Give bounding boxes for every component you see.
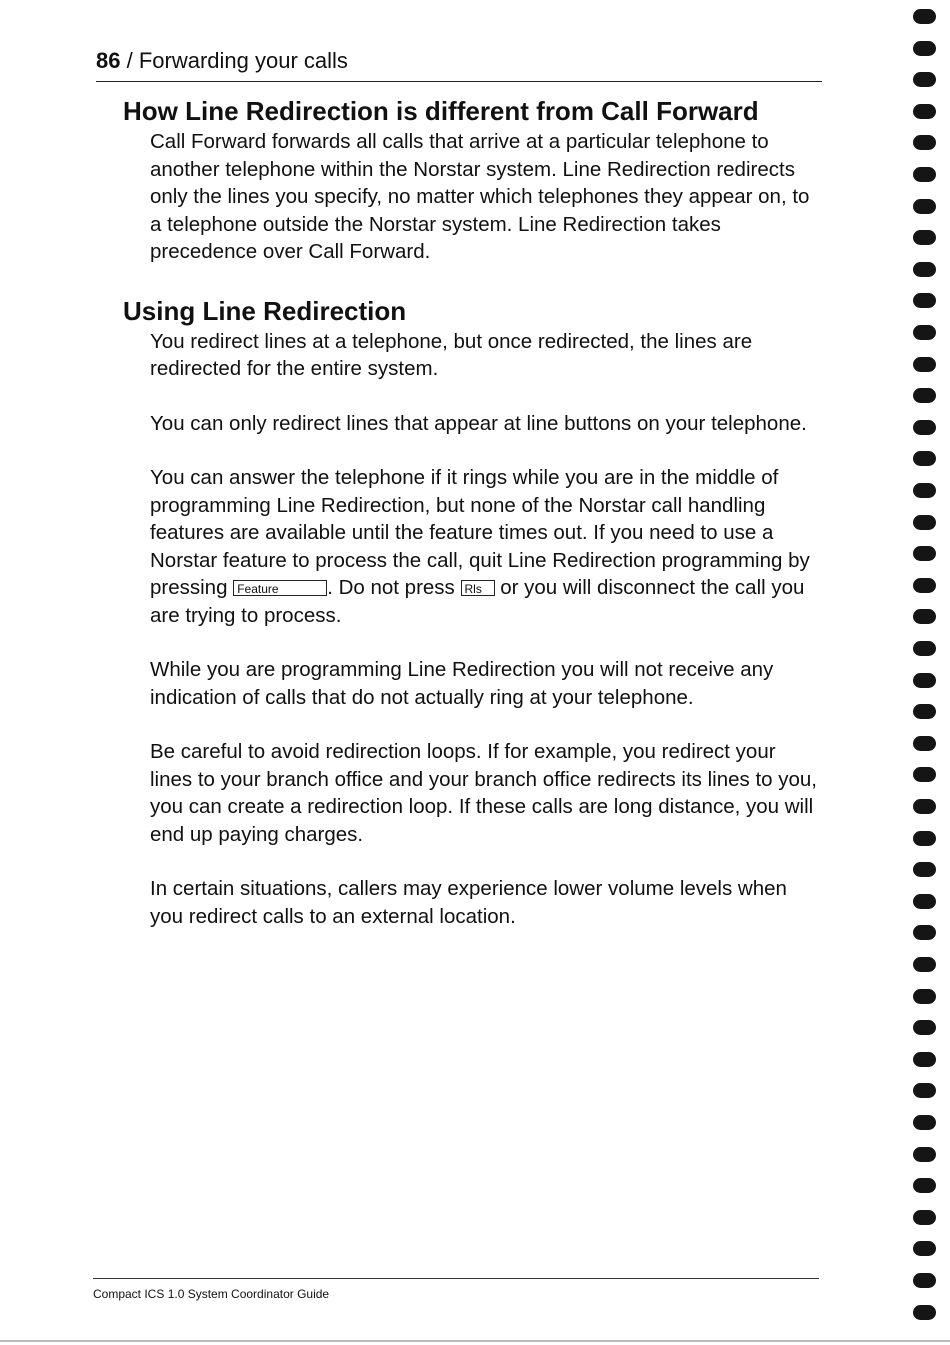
section-heading: How Line Redirection is different from Call Forward bbox=[123, 96, 759, 126]
page-footer: Compact ICS 1.0 System Coordinator Guide bbox=[93, 1287, 330, 1301]
binding-hole-icon bbox=[913, 1305, 936, 1320]
binding-hole-icon bbox=[913, 72, 936, 87]
section-body bbox=[150, 328, 823, 931]
binding-hole-icon bbox=[913, 736, 936, 751]
binding-hole-icon bbox=[913, 1083, 936, 1098]
section-using-line-redirection bbox=[123, 294, 823, 931]
binding-hole-icon bbox=[913, 578, 936, 593]
footer-rule bbox=[93, 1278, 819, 1279]
spiral-binding bbox=[910, 0, 940, 1345]
feature-key-icon: Feature bbox=[233, 580, 327, 596]
binding-hole-icon bbox=[913, 1273, 936, 1288]
binding-hole-icon bbox=[913, 357, 936, 372]
binding-hole-icon bbox=[913, 1241, 936, 1256]
binding-hole-icon bbox=[913, 957, 936, 972]
page-edge bbox=[0, 1340, 950, 1342]
binding-hole-icon bbox=[913, 167, 936, 182]
paragraph: You can only redirect lines that appear at line buttons on your telephone. bbox=[150, 411, 807, 435]
binding-hole-icon bbox=[913, 894, 936, 909]
binding-hole-icon bbox=[913, 1052, 936, 1067]
binding-hole-icon bbox=[913, 515, 936, 530]
binding-hole-icon bbox=[913, 641, 936, 656]
page-number: 86 bbox=[96, 48, 121, 73]
paragraph-text: . Do not press bbox=[327, 576, 461, 599]
paragraph: Be careful to avoid redirection loops. If for example, you redirect your lines to your branch office and your branch office redirects its lines to you, you can create a redirection loop. If these calls are long distance, you will end up paying charges. bbox=[150, 740, 817, 846]
binding-hole-icon bbox=[913, 41, 936, 56]
binding-hole-icon bbox=[913, 925, 936, 940]
section-line-redirection-vs-call-forward bbox=[123, 94, 823, 266]
paragraph: In certain situations, callers may experience lower volume levels when you redirect calls to an external location. bbox=[150, 877, 787, 928]
paragraph: Call Forward forwards all calls that arrive at a particular telephone to another telephone within the Norstar system. Line Redirection redirects only the lines you specify, no matter which telephones they appear on, to a telephone outside the Norstar system. Line Redirection takes precedence over Call Forward. bbox=[150, 130, 810, 263]
binding-hole-icon bbox=[913, 451, 936, 466]
binding-hole-icon bbox=[913, 9, 936, 24]
binding-hole-icon bbox=[913, 673, 936, 688]
page-header bbox=[96, 46, 820, 76]
binding-hole-icon bbox=[913, 862, 936, 877]
binding-hole-icon bbox=[913, 483, 936, 498]
binding-hole-icon bbox=[913, 799, 936, 814]
binding-hole-icon bbox=[913, 293, 936, 308]
page-content bbox=[123, 94, 823, 930]
binding-hole-icon bbox=[913, 831, 936, 846]
binding-hole-icon bbox=[913, 420, 936, 435]
binding-hole-icon bbox=[913, 989, 936, 1004]
binding-hole-icon bbox=[913, 1178, 936, 1193]
binding-hole-icon bbox=[913, 1147, 936, 1162]
binding-hole-icon bbox=[913, 199, 936, 214]
binding-hole-icon bbox=[913, 388, 936, 403]
paragraph-with-keys bbox=[150, 464, 823, 629]
binding-hole-icon bbox=[913, 135, 936, 150]
binding-hole-icon bbox=[913, 325, 936, 340]
binding-hole-icon bbox=[913, 767, 936, 782]
binding-hole-icon bbox=[913, 1115, 936, 1130]
binding-hole-icon bbox=[913, 704, 936, 719]
section-heading: Using Line Redirection bbox=[123, 295, 407, 326]
section-body bbox=[150, 128, 823, 266]
binding-hole-icon bbox=[913, 104, 936, 119]
binding-hole-icon bbox=[913, 546, 936, 561]
paragraph: While you are programming Line Redirection you will not receive any indication of calls that do not actually ring at your telephone. bbox=[150, 658, 774, 709]
binding-hole-icon bbox=[913, 1020, 936, 1035]
rls-key-icon: Rls bbox=[461, 580, 495, 596]
header-rule bbox=[96, 81, 822, 82]
chapter-title: Forwarding your calls bbox=[138, 48, 348, 73]
binding-hole-icon bbox=[913, 609, 936, 624]
binding-hole-icon bbox=[913, 1210, 936, 1225]
binding-hole-icon bbox=[913, 230, 936, 245]
binding-hole-icon bbox=[913, 262, 936, 277]
paragraph: You redirect lines at a telephone, but once redirected, the lines are redirected for the entire system. bbox=[150, 329, 753, 380]
paragraph-text: or you will disconnect the call you are trying to process. bbox=[150, 576, 805, 627]
paragraph-text: You can answer the telephone if it rings while you are in the middle of programming Line Redirection, but none of the Norstar call handling features are available until the feature times out. If you need to use a Norstar feature to process the call, quit Line Redirection programming by pressing bbox=[150, 466, 810, 599]
header-separator: / bbox=[120, 48, 139, 73]
